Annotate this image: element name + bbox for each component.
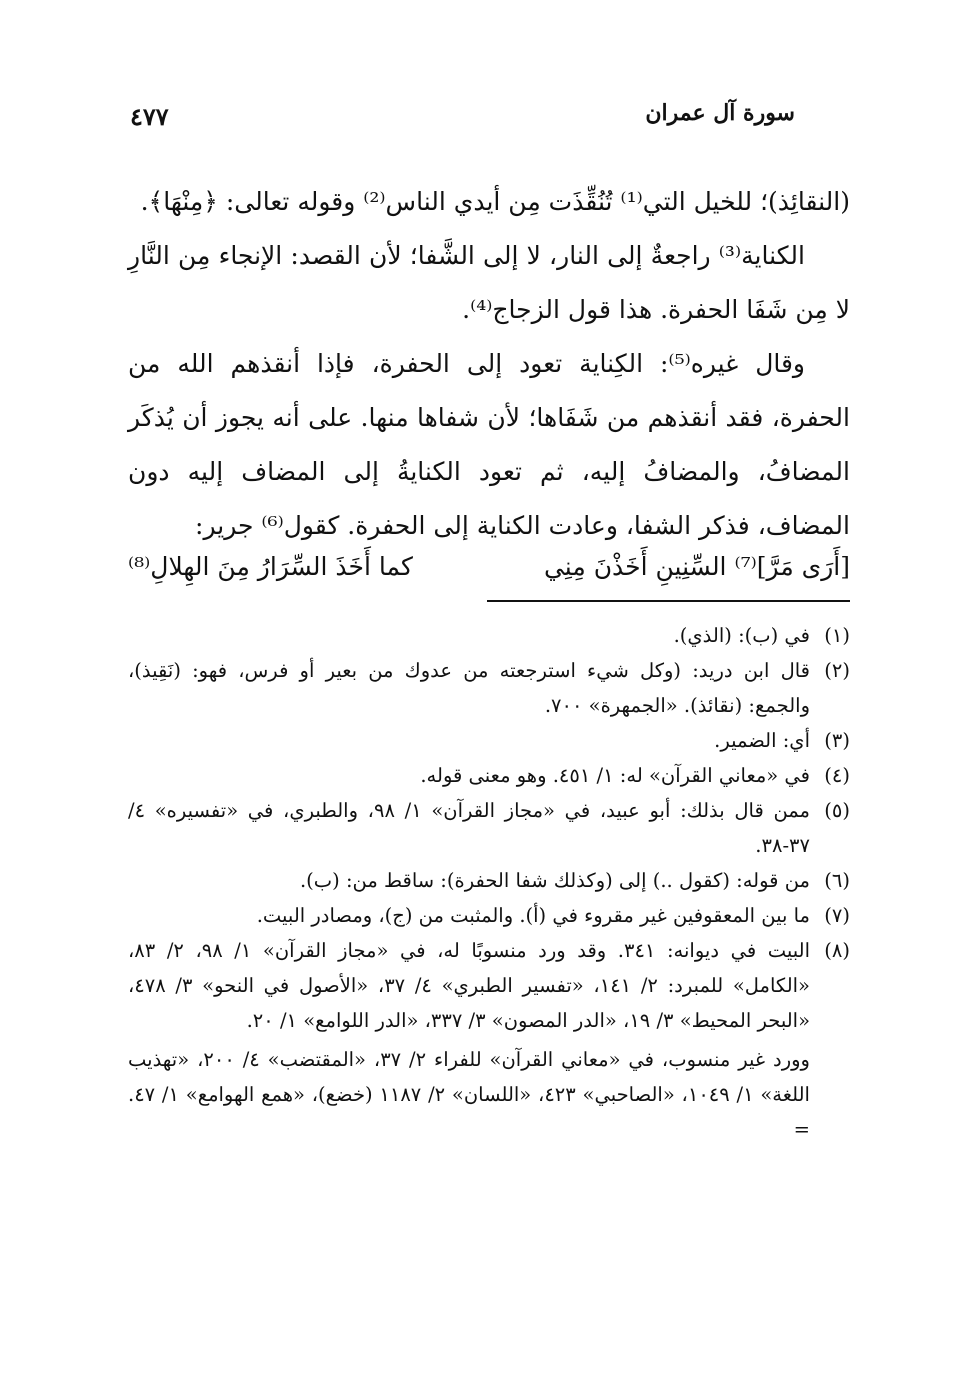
paragraph-2: الكناية⁽³⁾ راجعةٌ إلى النار، لا إلى الشَّفا؛ لأن القصد: الإنجاء مِن النَّارِ لا مِن شَفَا الحفرة. هذا قول الزجاج⁽⁴⁾. [128,241,850,324]
footnote-text: في «معاني القرآن» له: ١/ ٤٥١. وهو معنى قوله. [420,764,810,787]
footnote-text: في (ب): (الذي). [673,624,810,647]
page-number: ٤٧٧ [130,102,169,131]
verse-first-hemistich: [أَرَى مَرَّ]⁽⁷⁾ السِّنِينِ أَخَذْنَ مِنِي [543,552,850,581]
verse-second-hemistich: كما أَخَذَ السِّرَارُ مِنَ الهِلالِ⁽⁸⁾ [128,552,413,581]
footnotes [128,618,850,1147]
footnote [128,653,850,723]
footnote-number: (٦) [824,869,850,892]
footnote [128,863,850,898]
footnote-text: قال ابن دريد: (وكل شيء استرجعته من عدوك من بعير أو فرس، فهو: (نَقِيذ)، والجمع: (نقائذ). «الجمهرة» ٧٠٠. [128,659,810,717]
paragraph-1: (النقائِذ)؛ للخيل التي⁽¹⁾ تُنُقِّذَت مِن أيدي الناس⁽²⁾ وقوله تعالى: ﴿مِنْهَا﴾. [140,187,850,216]
footnote-number: (٣) [824,729,850,752]
footnote [128,898,850,933]
footnote [128,618,850,653]
page-header [130,100,795,140]
paragraph-3: وقال غيره⁽⁵⁾: الكِناية تعود إلى الحفرة، فإذا أنقذهم الله من الحفرة، فقد أنقذهم من شَفَاها؛ لأن شفاها منها. على أنه يجوز أن يُذكَر المضافُ، والمضافُ إليه، ثم تعود الكنايةُ إلى المضاف إليه دون المضاف، فذكر الشفا، وعادت الكناية إلى الحفرة. كقول⁽⁶⁾ جرير: [128,349,850,540]
footnote [128,933,850,1038]
footnote-text: البيت في ديوانه: ٣٤١. وقد ورد منسوبًا له، في «مجاز القرآن» ١/ ٩٨، ٢/ ٨٣، «الكامل» للمبرد: ٢/ ١٤١، «تفسير الطبري» ٤/ ٣٧، «الأصول في النحو» ٣/ ٤٧٨، «البحر المحيط» ٣/ ١٩، «الدر المصون» ٣/ ٣٣٧، «الدر اللوامع» ١/ ٢٠. [128,939,810,1032]
footnote-number: (٥) [824,799,850,822]
main-text [128,175,850,553]
surah-title: سورة آل عمران [645,100,795,126]
footnote [128,793,850,863]
footnote-text: ممن قال بذلك: أبو عبيد، في «مجاز القرآن» ١/ ٩٨، والطبري، في «تفسيره» ٤/ ٣٧-٣٨. [128,799,811,857]
footnote-separator [487,600,850,602]
footnote-text: ما بين المعقوفين غير مقروء في (أ). والمثبت من (ج)، ومصادر البيت. [256,904,810,927]
footnote-number: (٧) [824,904,850,927]
poetry-verse [128,543,850,591]
footnote-text: من قوله: (كقول ..) إلى (وكذلك شفا الحفرة): ساقط من: (ب). [299,869,810,892]
footnote-number: (١) [824,624,850,647]
footnote-text: أي: الضمير. [714,729,810,752]
footnote-number: (٤) [824,764,850,787]
footnote-number: (٢) [824,659,850,682]
footnote [128,723,850,758]
footnote [128,758,850,793]
footnote-number: (٨) [824,939,850,962]
footnote-continuation: وورد غير منسوب، في «معاني القرآن» للفراء ٢/ ٣٧، «المقتضب» ٤/ ٢٠٠، «تهذيب اللغة» ١/ ١٠٤٩، «الصاحبي» ٤٢٣، «اللسان» ٢/ ١١٨٧ (خضع)، «همع الهوامع» ١/ ٤٧. = [128,1048,810,1141]
